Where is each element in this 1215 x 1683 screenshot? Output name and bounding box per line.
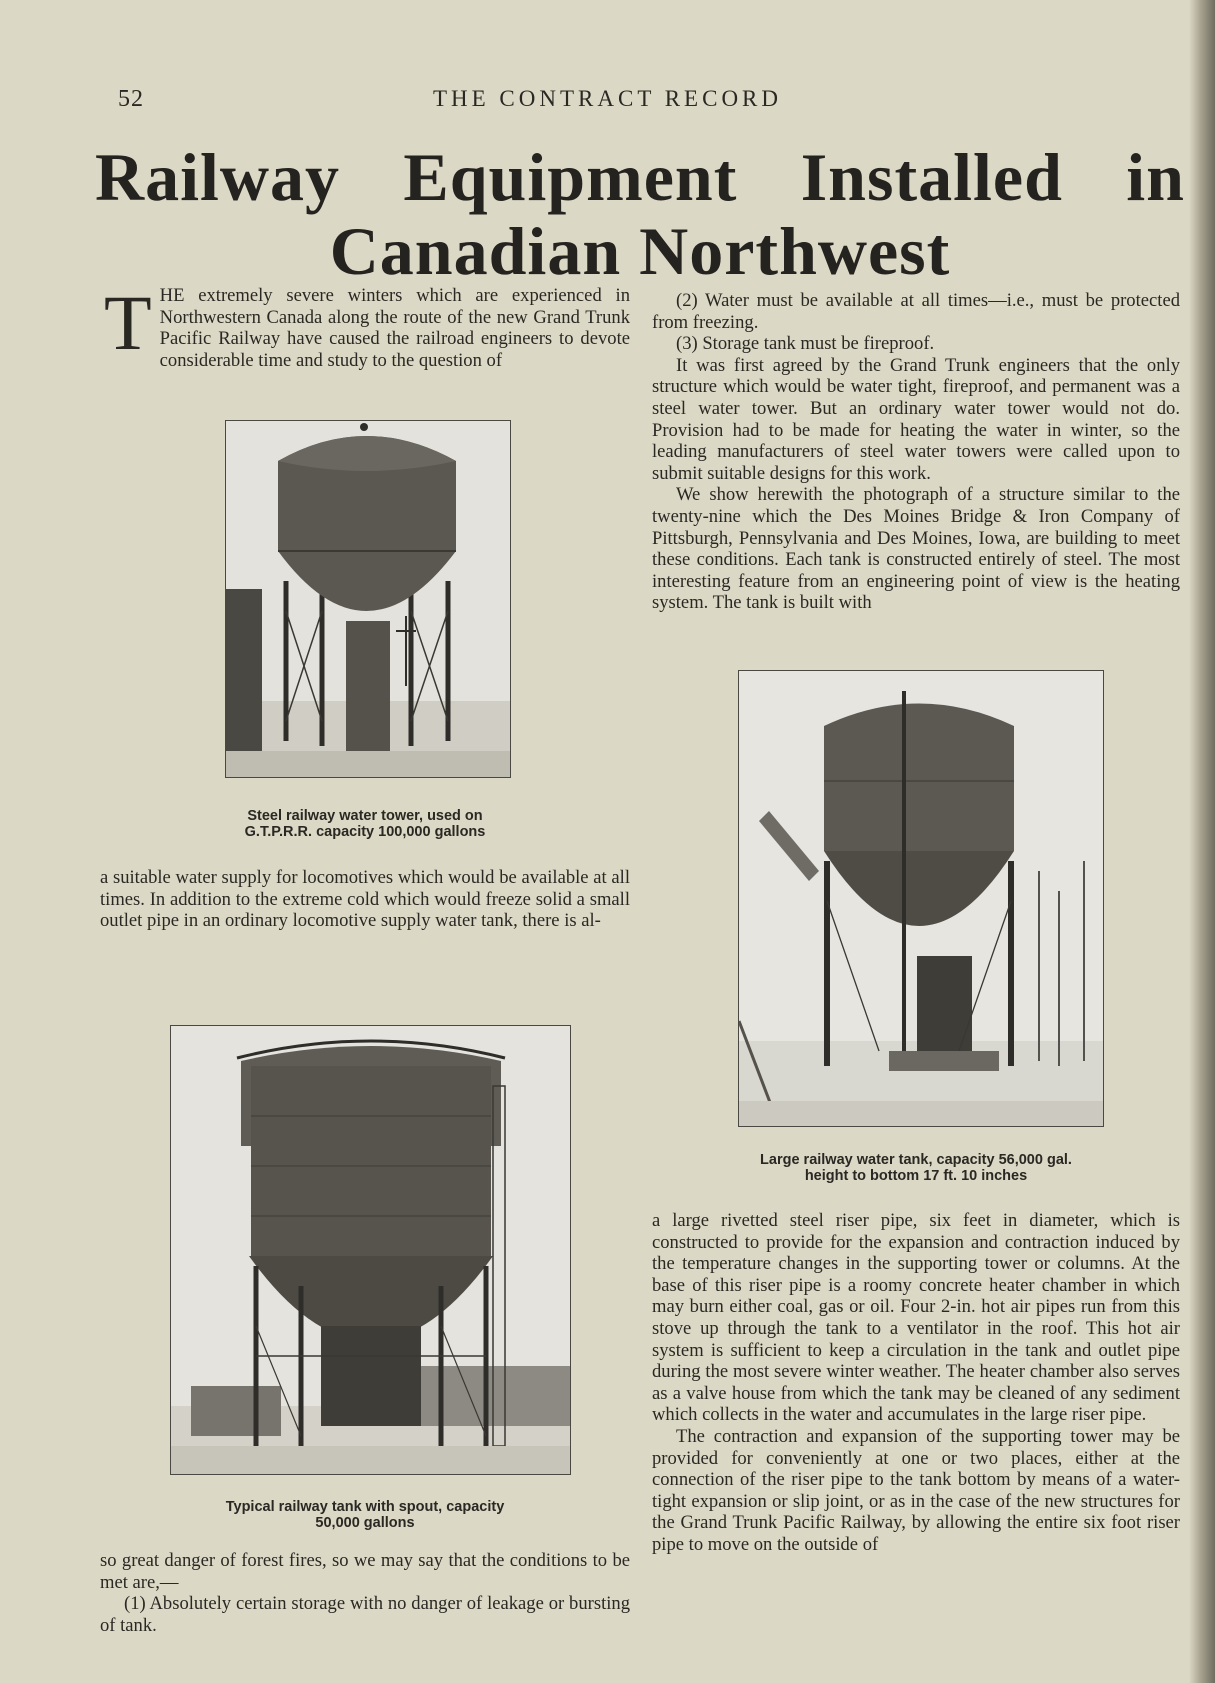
water-tower-illustration — [226, 421, 510, 777]
large-tank-illustration — [739, 671, 1103, 1126]
right-paragraph-1: (2) Water must be available at all times—i.e., must be protected from freezing. — [652, 290, 1180, 333]
caption-fig3-line1: Typical railway tank with spout, capacity — [225, 1499, 505, 1515]
title-word-2: Equipment — [403, 139, 738, 215]
drop-cap: T — [104, 279, 152, 366]
title-word-1: Railway — [95, 139, 340, 215]
right-column-bottom — [652, 1210, 1180, 1556]
right-paragraph-4: We show herewith the photograph of a structure similar to the twenty-nine which the Des Moines Bridge & Iron Company of Pittsburgh, Pennsylvania and Des Moines, Iowa, are building to meet these conditions. Each tank is constructed entirely of steel. The most interesting feature from an engineering point of view is the heating system. The tank is built with — [652, 484, 1180, 614]
running-head: THE CONTRACT RECORD — [432, 86, 783, 111]
right-paragraph-3: It was first agreed by the Grand Trunk engineers that the only structure which would be water tight, fireproof, and permanent was a steel water tower. But an ordinary water tower would not do. Provision had to be made for heating the water in winter, so the leading manufacturers of steel water towers were called upon to submit suitable designs for this work. — [652, 354, 1180, 484]
caption-fig2-line2: height to bottom 17 ft. 10 inches — [804, 1168, 1028, 1184]
caption-fig1-line1: Steel railway water tower, used on — [247, 808, 483, 824]
right-paragraph-6: The contraction and expansion of the supporting tower may be provided for conveniently at one or two places, either at the connection of the riser pipe to the tank bottom by means of a water-tight expansion or slip joint, or as in the case of the new structures for the Grand Trunk Pacific Railway, by allowing the entire six foot riser pipe to move on the outside of — [652, 1425, 1180, 1555]
left-column-para-2 — [100, 867, 630, 932]
left-paragraph-2: a suitable water supply for locomotives which would be available at all times. In addition to the extreme cold which would freeze solid a small outlet pipe in an ordinary locomotive supply water tank, there is al- — [100, 867, 630, 932]
intro-text: HE extremely severe winters which are experienced in Northwestern Canada along the route of the new Grand Trunk Pacific Railway have caused the railroad engineers to devote considerable time and study to the question of — [159, 285, 630, 371]
caption-fig2 — [652, 1152, 1180, 1184]
photo-water-tank-50000 — [170, 1025, 571, 1475]
title-word-3: Installed — [800, 139, 1063, 215]
left-column-intro — [100, 279, 630, 371]
left-paragraph-4: (1) Absolutely certain storage with no danger of leakage or bursting of tank. — [100, 1593, 630, 1636]
left-paragraph-3: so great danger of forest fires, so we may say that the conditions to be met are,— — [100, 1550, 630, 1593]
right-paragraph-2: (3) Storage tank must be fireproof. — [676, 333, 935, 355]
caption-fig2-line1: Large railway water tank, capacity 56,000 gal. — [760, 1152, 1072, 1168]
intro-paragraph — [100, 279, 630, 371]
right-column-top — [652, 290, 1180, 614]
caption-fig3 — [100, 1499, 630, 1531]
right-paragraph-5: a large rivetted steel riser pipe, six feet in diameter, which is constructed to provide for the expansion and contraction induced by the temperature changes in the supporting tower or columns. At the base of this riser pipe is a roomy concrete heater chamber in which may burn either coal, gas or oil. Four 2-in. hot air pipes run from this stove up through the tank to a ventilator in the roof. This hot air system is sufficient to keep a circulation in the tank and outlet pipe during the most severe winter weather. The heater chamber also serves as a valve house from which the tank may be cleaned of any sediment which collects in the water and accumulates in the large riser pipe. — [652, 1210, 1180, 1426]
caption-fig1-line2: G.T.P.R.R. capacity 100,000 gallons — [244, 824, 486, 840]
page-number: 52 — [118, 86, 144, 112]
page-edge-shadow — [1189, 0, 1215, 1683]
title-word-4: in — [1126, 139, 1185, 215]
photo-water-tank-56000 — [738, 670, 1104, 1127]
tank-with-spout-illustration — [171, 1026, 570, 1474]
title-line-2: Canadian Northwest — [329, 213, 951, 289]
left-column-bottom — [100, 1550, 630, 1636]
photo-water-tower-100000 — [225, 420, 511, 778]
title-line-1 — [95, 140, 1185, 214]
caption-fig1 — [100, 808, 630, 840]
caption-fig3-line2: 50,000 gallons — [315, 1515, 415, 1531]
article-title — [95, 140, 1185, 288]
